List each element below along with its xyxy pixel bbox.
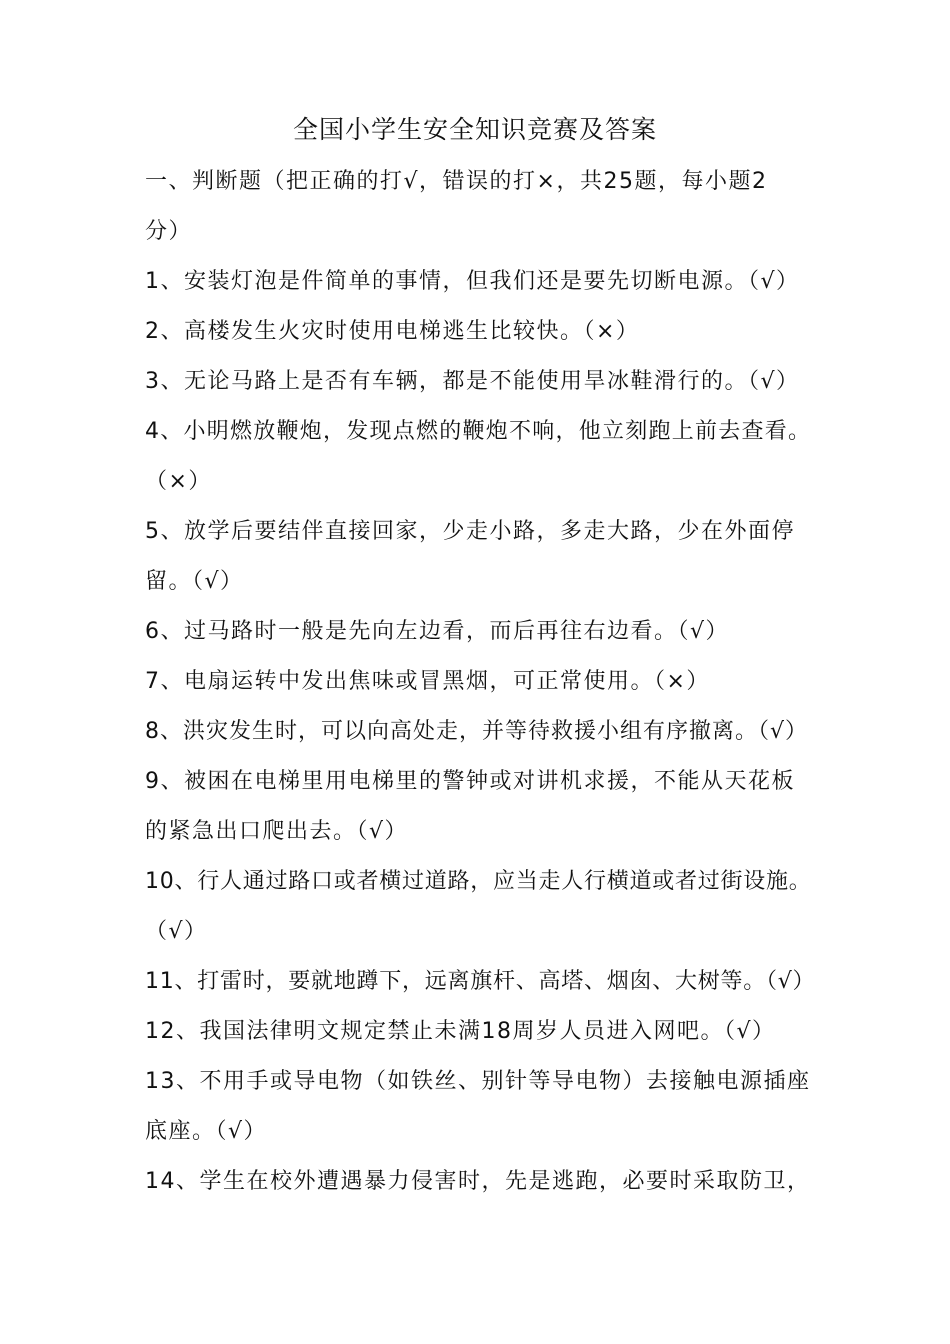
question-6: 6、过马路时一般是先向左边看，而后再往右边看。（√） xyxy=(145,619,730,644)
question-12: 12、我国法律明文规定禁止未满18周岁人员进入网吧。（√） xyxy=(145,1019,776,1044)
question-11: 11、打雷时，要就地蹲下，远离旗杆、高塔、烟囱、大树等。（√） xyxy=(145,969,816,994)
question-10: 10、行人通过路口或者横过道路，应当走人行横道或者过街设施。 xyxy=(145,869,812,894)
section-heading: 一、判断题（把正确的打√，错误的打×，共25题，每小题2 xyxy=(145,169,768,194)
question-7: 7、电扇运转中发出焦味或冒黑烟，可正常使用。（×） xyxy=(145,669,710,694)
question-9: 9、被困在电梯里用电梯里的警钟或对讲机求援，不能从天花板 xyxy=(145,769,795,794)
question-13-continued: 底座。（√） xyxy=(145,1119,268,1144)
section-heading-continued: 分） xyxy=(145,219,193,244)
question-5-continued: 留。（√） xyxy=(145,569,244,594)
document-title: 全国小学生安全知识竞赛及答案 xyxy=(292,115,657,144)
question-4: 4、小明燃放鞭炮，发现点燃的鞭炮不响，他立刻跑上前去查看。 xyxy=(145,419,812,444)
question-2: 2、高楼发生火灾时使用电梯逃生比较快。（×） xyxy=(145,319,640,344)
question-4-answer: （×） xyxy=(145,469,212,494)
question-8: 8、洪灾发生时，可以向高处走，并等待救援小组有序撤离。（√） xyxy=(145,719,809,744)
question-14: 14、学生在校外遭遇暴力侵害时，先是逃跑，必要时采取防卫， xyxy=(145,1169,811,1194)
question-9-continued: 的紧急出口爬出去。（√） xyxy=(145,819,409,844)
question-1: 1、安装灯泡是件简单的事情，但我们还是要先切断电源。（√） xyxy=(145,269,800,294)
question-3: 3、无论马路上是否有车辆，都是不能使用旱冰鞋滑行的。（√） xyxy=(145,369,800,394)
question-10-answer: （√） xyxy=(145,919,208,944)
question-13: 13、不用手或导电物（如铁丝、别针等导电物）去接触电源插座 xyxy=(145,1069,811,1094)
question-5: 5、放学后要结伴直接回家，少走小路，多走大路，少在外面停 xyxy=(145,519,795,544)
